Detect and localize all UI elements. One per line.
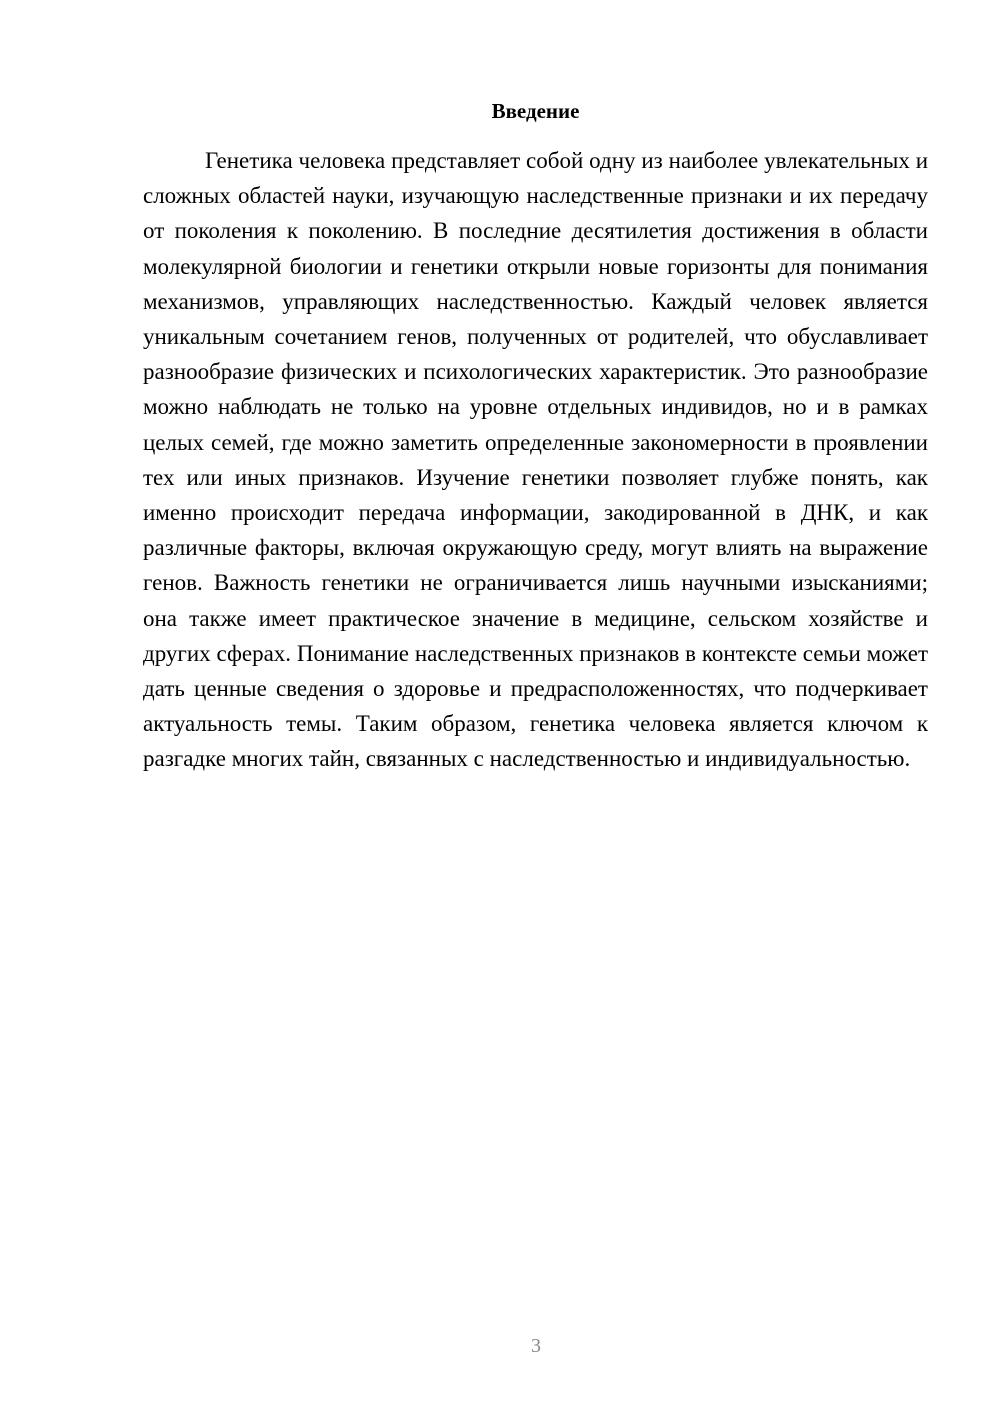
- page-number: 3: [531, 1335, 541, 1357]
- body-paragraph: Генетика человека представляет собой одну из наиболее увлекательных и сложных областей науки, изучающую наследственные признаки и их передачу от поколения к поколению. В последние десятилетия достижения в области молекулярной биологии и генетики открыли новые горизонты для понимания механизмов, управляющих наследственностью. Каждый человек является уникальным сочетанием генов, полученных от родителей, что обуславливает разнообразие физических и психологических характеристик. Это разнообразие можно наблюдать не только на уровне отдельных индивидов, но и в рамках целых семей, где можно заметить определенные закономерности в проявлении тех или иных признаков. Изучение генетики позволяет глубже понять, как именно происходит передача информации, закодированной в ДНК, и как различные факторы, включая окружающую среду, могут влиять на выражение генов. Важность генетики не ограничивается лишь научными изысканиями; она также имеет практическое значение в медицине, сельском хозяйстве и других сферах. Понимание наследственных признаков в контексте семьи может дать ценные сведения о здоровье и предрасположенностях, что подчеркивает актуальность темы. Таким образом, генетика человека является ключом к разгадке многих тайн, связанных с наследственностью и индивидуальностью.: [143, 148, 928, 772]
- section-heading: Введение: [491, 99, 580, 123]
